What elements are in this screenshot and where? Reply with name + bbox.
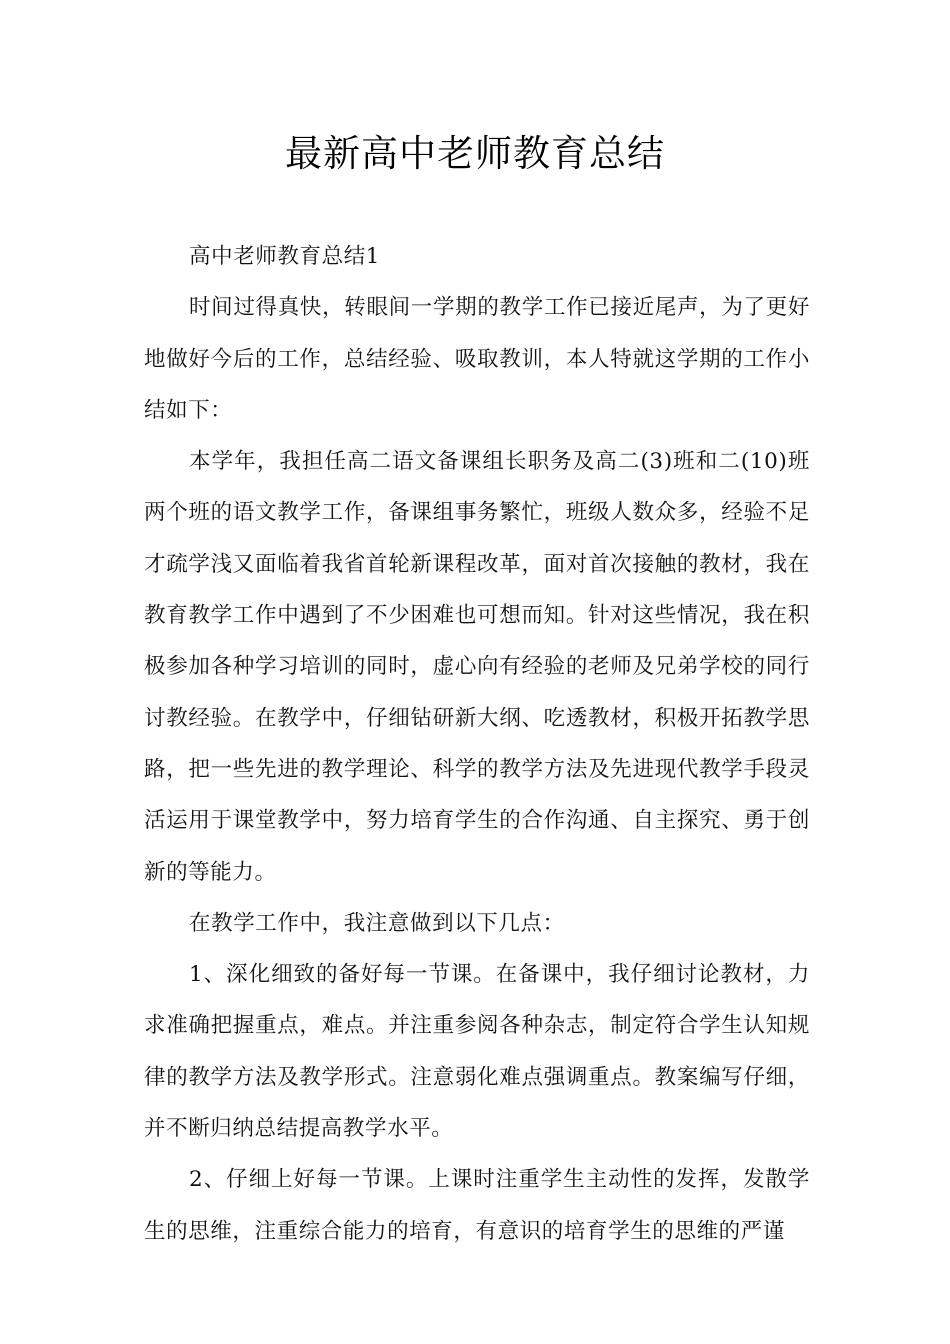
paragraph-background: 本学年，我担任高二语文备课组长职务及高二(3)班和二(10)班两个班的语文教学工作，备课组事务繁忙，班级人数众多，经验不足才疏学浅又面临着我省首轮新课程改革，面对首次接触的教材，我在教育教学工作中遇到了不少困难也可想而知。针对这些情况，我在积极参加各种学习培训的同时，虚心向有经验的老师及兄弟学校的同行讨教经验。在教学中，仔细钻研新大纲、吃透教材，积极开拓教学思路，把一些先进的教学理论、科学的教学方法及先进现代教学手段灵活运用于课堂教学中，努力培育学生的合作沟通、自主探究、勇于创新的等能力。 <box>144 449 810 885</box>
document-title: 最新高中老师教育总结 <box>285 132 665 175</box>
document-body <box>144 231 810 1257</box>
paragraph-point-1: 1、深化细致的备好每一节课。在备课中，我仔细讨论教材，力求准确把握重点，难点。并注重参阅各种杂志，制定符合学生认知规律的教学方法及教学形式。注意弱化难点强调重点。教案编写仔细，并不断归纳总结提高教学水平。 <box>144 962 810 1142</box>
paragraph-subtitle: 高中老师教育总结1 <box>189 244 381 269</box>
paragraph-point-2: 2、仔细上好每一节课。上课时注重学生主动性的发挥，发散学生的思维，注重综合能力的培育，有意识的培育学生的思维的严谨 <box>144 1167 810 1244</box>
paragraph-intro: 时间过得真快，转眼间一学期的教学工作已接近尾声，为了更好地做好今后的工作，总结经验、吸取教训，本人特就这学期的工作小结如下： <box>144 295 810 423</box>
paragraph-points-lead: 在教学工作中，我注意做到以下几点： <box>189 910 565 936</box>
